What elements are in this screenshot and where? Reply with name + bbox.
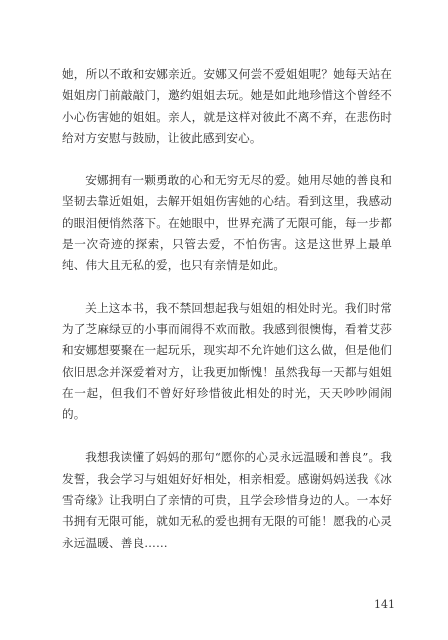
page-number: 141	[374, 598, 395, 611]
paragraph-4: 我想我读懂了妈妈的那句“愿你的心灵永远温暖和善良”。我发誓，我会学习与姐姐好好相处，相亲相爱。感谢妈妈送我《冰雪奇缘》让我明白了亲情的可贵，且学会珍惜身边的人。一本好书拥有无限可能，就如无私的爱也拥有无限的可能！愿我的心灵永远温暖、善良……	[62, 450, 392, 550]
body-text	[62, 64, 392, 554]
paragraph-2: 安娜拥有一颗勇敢的心和无穷无尽的爱。她用尽她的善良和坚韧去靠近姐姐，去解开姐姐伤害她的心结。看到这里，我感动的眼泪便悄然落下。在她眼中，世界充满了无限可能，每一步都是一次奇迹的探索，只管去爱，不怕伤害。这是这世界上最单纯、伟大且无私的爱，也只有亲情是如此。	[62, 173, 392, 273]
paragraph-1: 她，所以不敢和安娜亲近。安娜又何尝不爱姐姐呢？她每天站在姐姐房门前敲敲门，邀约姐姐去玩。她是如此地珍惜这个曾经不小心伤害她的姐姐。亲人，就是这样对彼此不离不弃，在悲伤时给对方安慰与鼓励，让彼此感到安心。	[62, 67, 392, 145]
paragraph-3: 关上这本书，我不禁回想起我与姐姐的相处时光。我们时常为了芝麻绿豆的小事而闹得不欢而散。我感到很懊悔，看着艾莎和安娜想要聚在一起玩乐，现实却不允许她们这么做，但是他们依旧思念并深爱着对方，让我更加惭愧！虽然我每一天都与姐姐在一起，但我们不曾好好珍惜彼此相处的时光，天天吵吵闹闹的。	[62, 300, 392, 422]
